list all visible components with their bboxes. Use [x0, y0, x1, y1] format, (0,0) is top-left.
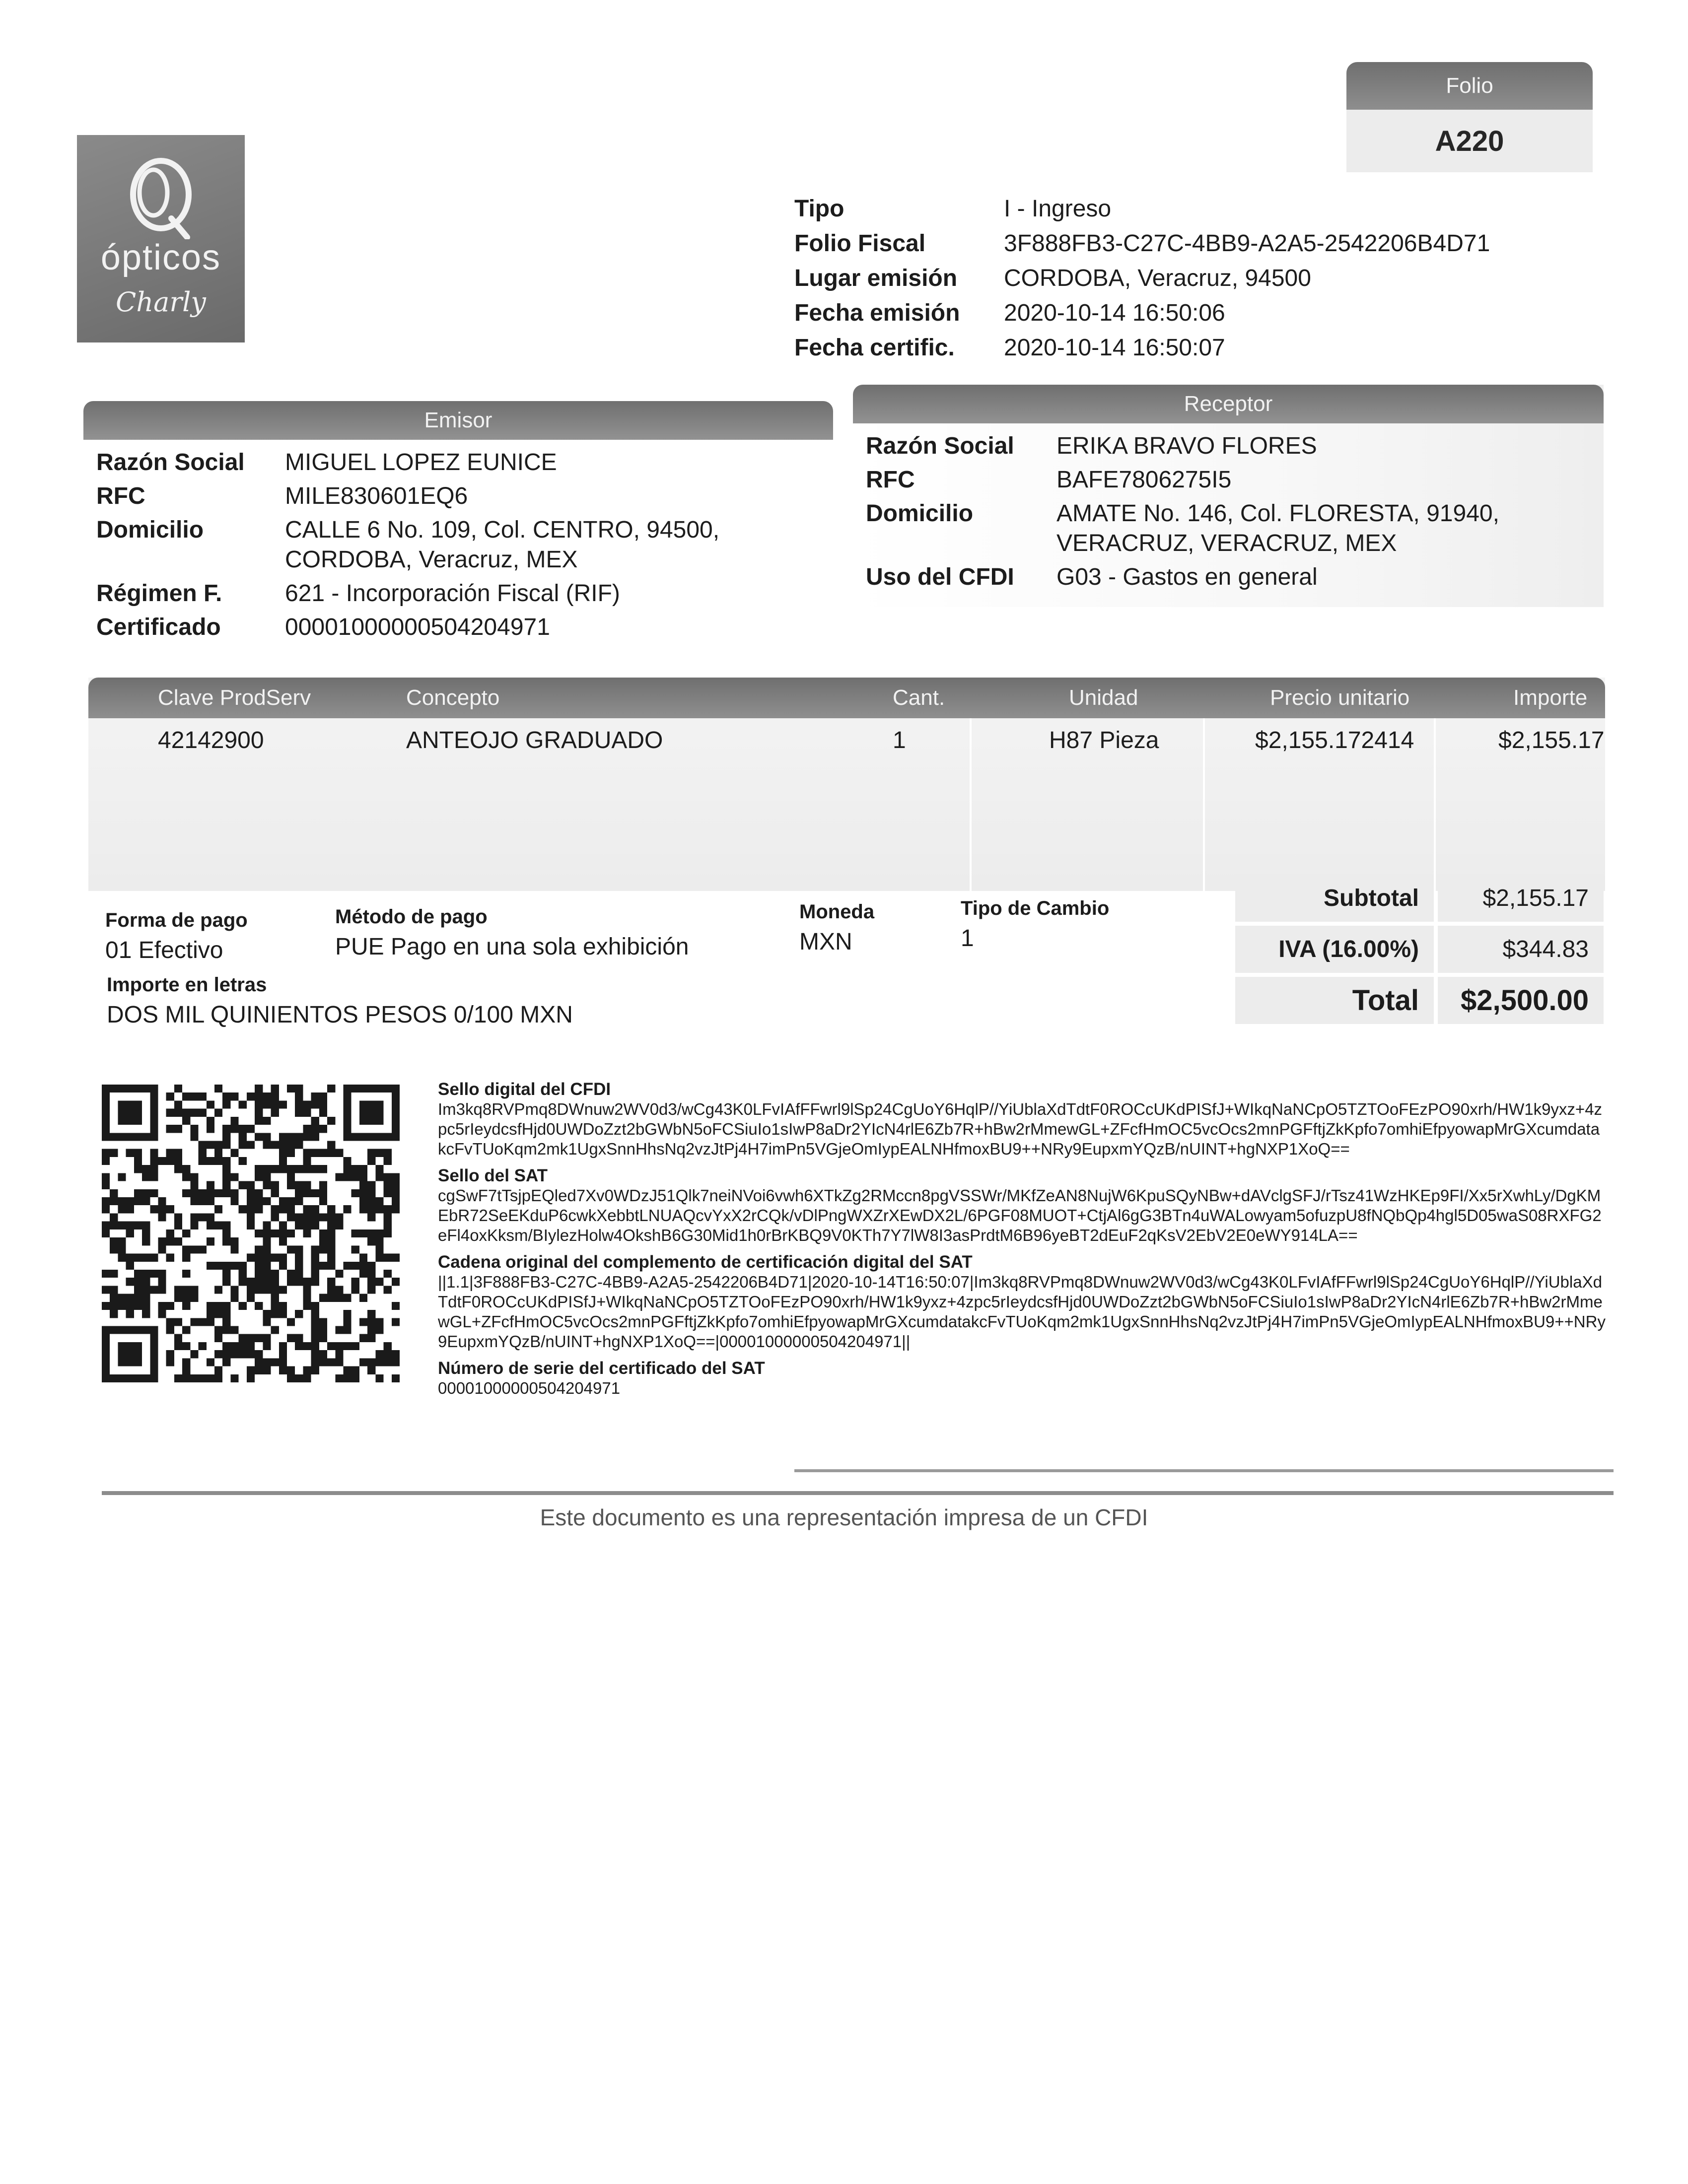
logo-name: ópticos [100, 238, 221, 277]
header-importe: Importe [1513, 685, 1588, 710]
emisor-value: MIGUEL LOPEZ EUNICE [285, 449, 557, 476]
folio-box [1346, 62, 1593, 172]
sello-cfdi-text: Im3kq8RVPmq8DWnuw2WV0d3/wCg43K0LFvIAfFFwrl9lSp24CgUoY6HqlP//YiUblaXdTdtF0ROCcUKdPISfJ+WIkqNaNCpO5TZTOoFEzPO90xrh/HW1k9yxz+4zpc5rIeydcsfHjd0UWDoZzt2bGWbN5oFCSiuIo1sIwP8aDr2YIcN4rlE6Zb7R+hBw2rMmewGL+ZFcfHmOC5vcOcs2mnPGFftjZkKpfo7omhiEfpyowapMrGXcumdatakcFvTUoKqm2mk1UgxSnnHhsNq2vzJtPj4H7imPn5VGjeOmIypEALNHfmoxBU9++NRy9EupxmYQzB/nUINT+hgNXP1XoQ== [438, 1100, 1603, 1158]
emisor-panel [83, 401, 833, 662]
tipo-de-cambio [961, 897, 1109, 952]
cadena-original-title: Cadena original del complemento de certificación digital del SAT [438, 1252, 973, 1272]
logo-mark-icon [123, 155, 199, 239]
folio-value: A220 [1346, 110, 1593, 172]
tipo-de-cambio-value: 1 [961, 925, 974, 952]
emisor-value: 00001000000504204971 [285, 614, 550, 640]
doc-info-value: 2020-10-14 16:50:07 [1004, 334, 1225, 361]
tipo-de-cambio-label: Tipo de Cambio [961, 897, 1110, 919]
doc-info-value: CORDOBA, Veracruz, 94500 [1004, 265, 1311, 291]
emisor-label: RFC [96, 483, 145, 509]
emisor-value: 621 - Incorporación Fiscal (RIF) [285, 580, 620, 607]
doc-info-label: Tipo [794, 195, 844, 222]
receptor-value: AMATE No. 146, Col. FLORESTA, 91940, VERACRUZ, VERACRUZ, MEX [1056, 500, 1499, 556]
importe-en-letras-value: DOS MIL QUINIENTOS PESOS 0/100 MXN [107, 1002, 573, 1028]
logo-subtitle: Charly [116, 286, 206, 318]
forma-de-pago-value: 01 Efectivo [105, 937, 223, 963]
digital-stamps [438, 1080, 1607, 1398]
sello-cfdi-title: Sello digital del CFDI [438, 1080, 611, 1099]
header-clave-prodserv: Clave ProdServ [158, 685, 311, 710]
doc-info-value: I - Ingreso [1004, 195, 1112, 222]
qr-code [102, 1085, 400, 1382]
doc-info-label: Fecha emisión [794, 299, 960, 326]
receptor-row [866, 499, 1591, 558]
doc-info-value: 3F888FB3-C27C-4BB9-A2A5-2542206B4D71 [1004, 230, 1490, 257]
iva-value: $344.83 [1438, 926, 1604, 973]
company-logo [77, 135, 245, 342]
cell-cantidad: 1 [893, 727, 906, 753]
forma-de-pago-label: Forma de pago [105, 909, 248, 931]
doc-info-row [794, 261, 1490, 295]
items-table [88, 678, 1605, 891]
receptor-row [866, 431, 1591, 461]
receptor-row [866, 562, 1591, 592]
sello-sat-title: Sello del SAT [438, 1166, 548, 1185]
serie-certificado-title: Número de serie del certificado del SAT [438, 1359, 765, 1378]
receptor-value: ERIKA BRAVO FLORES [1056, 433, 1317, 459]
doc-info-label: Lugar emisión [794, 265, 958, 291]
receptor-value: BAFE7806275I5 [1056, 467, 1232, 493]
subtotal-row [1235, 875, 1604, 922]
header-concepto: Concepto [406, 685, 500, 710]
receptor-value: G03 - Gastos en general [1056, 564, 1318, 590]
header-cantidad: Cant. [893, 685, 945, 710]
cell-clave-prodserv: 42142900 [158, 727, 264, 753]
emisor-row [96, 481, 820, 511]
receptor-label: Domicilio [866, 500, 974, 527]
emisor-row [96, 448, 820, 478]
emisor-label: Certificado [96, 614, 221, 640]
doc-info-label: Fecha certific. [794, 334, 955, 361]
folio-label: Folio [1346, 62, 1593, 110]
receptor-label: Razón Social [866, 433, 1014, 459]
emisor-row [96, 579, 820, 609]
receptor-label: RFC [866, 467, 915, 493]
header-unidad: Unidad [1069, 685, 1138, 710]
cell-precio-unitario: $2,155.172414 [1255, 727, 1414, 753]
doc-info-row [794, 330, 1490, 365]
metodo-de-pago [335, 906, 689, 960]
importe-en-letras-label: Importe en letras [107, 974, 267, 996]
emisor-title: Emisor [83, 401, 833, 440]
sello-sat-text: cgSwF7tTsjpEQled7Xv0WDzJ51Qlk7neiNVoi6vwh6XTkZg2RMccn8pgVSSWr/MKfZeAN8NujW6KpuSQyNBw+dAVclgSFJ/rTsz41WzHKEp9FI/Xx5rXwhLy/DgKMEbR72SeEKduP6cwkXebbtLNUAQcvYxX2rCQk/vDlPngWXZrXEwDX2L/6PGF08MUOT+CtjAl6gG3BTn4uWALowyam5ofuzpU8fNQbQp4hgl5D05waS08RXFG2eFl4oxKksm/BIylezHolw4OkshB6G30Mid1h0rBrKBQ9V0KTh7Y7lW8I3asPrdtM6B96yeBT2dEuF2qKsV2EbV2E0eWY914LA== [438, 1186, 1602, 1244]
emisor-label: Razón Social [96, 449, 245, 476]
doc-info-row [794, 191, 1490, 226]
subtotal-value: $2,155.17 [1438, 875, 1604, 922]
cadena-original-text: ||1.1|3F888FB3-C27C-4BB9-A2A5-2542206B4D71|2020-10-14T16:50:07|Im3kq8RVPmq8DWnuw2WV0d3/wCg43K0LFvIAfFFwrl9lSp24CgUoY6HqlP//YiUblaXdTdtF0ROCcUKdPISfJ+WIkqNaNCpO5TZTOoFEzPO90xrh/HW1k9yxz+4zpc5rIeydcsfHjd0UWDoZzt2bGWbN5oFCSiuIo1sIwP8aDr2YIcN4rlE6Zb7R+hBw2rMmewGL+ZFcfHmOC5vcOcs2mnPGFftjZkKpfo7omhiEfpyowapMrGXcumdatakcFvTUoKqm2mk1UgxSnnHhsNq2vzJtPj4H7imPn5VGjeOmIypEALNHfmoxBU9++NRy9EupxmYQzB/nUINT+hgNXP1XoQ==|00001000000504204971|| [438, 1273, 1606, 1351]
moneda [799, 901, 874, 956]
metodo-de-pago-value: PUE Pago en una sola exhibición [335, 934, 689, 960]
divider-line [102, 1491, 1614, 1495]
emisor-value: CALLE 6 No. 109, Col. CENTRO, 94500, CORDOBA, Veracruz, MEX [285, 517, 720, 573]
receptor-row [866, 465, 1591, 495]
doc-info-row [794, 295, 1490, 330]
emisor-label: Domicilio [96, 517, 204, 543]
moneda-label: Moneda [799, 901, 875, 923]
totals-box [1235, 875, 1604, 1028]
cell-importe: $2,155.17 [1498, 727, 1605, 753]
metodo-de-pago-label: Método de pago [335, 906, 488, 928]
iva-row [1235, 926, 1604, 973]
emisor-label: Régimen F. [96, 580, 222, 607]
serie-certificado-text: 00001000000504204971 [438, 1379, 621, 1397]
subtotal-label: Subtotal [1235, 875, 1434, 922]
total-value: $2,500.00 [1438, 977, 1604, 1024]
total-label: Total [1235, 977, 1434, 1024]
divider-line [794, 1469, 1614, 1472]
doc-info-row [794, 226, 1490, 261]
table-row [88, 718, 1605, 763]
receptor-label: Uso del CFDI [866, 564, 1014, 590]
iva-label: IVA (16.00%) [1235, 926, 1434, 973]
document-info [794, 191, 1490, 365]
receptor-panel [853, 385, 1604, 607]
doc-info-label: Folio Fiscal [794, 230, 926, 257]
items-header [88, 678, 1605, 718]
header-precio-unitario: Precio unitario [1270, 685, 1410, 710]
emisor-value: MILE830601EQ6 [285, 483, 468, 509]
cell-concepto: ANTEOJO GRADUADO [406, 727, 663, 753]
cell-unidad: H87 Pieza [1049, 727, 1159, 753]
emisor-row [96, 515, 820, 575]
doc-info-value: 2020-10-14 16:50:06 [1004, 299, 1225, 326]
forma-de-pago [105, 909, 248, 964]
emisor-row [96, 613, 820, 642]
importe-en-letras [107, 974, 573, 1028]
receptor-title: Receptor [853, 385, 1604, 423]
total-row [1235, 977, 1604, 1024]
moneda-value: MXN [799, 929, 852, 955]
footer-note: Este documento es una representación impresa de un CFDI [540, 1504, 1148, 1530]
